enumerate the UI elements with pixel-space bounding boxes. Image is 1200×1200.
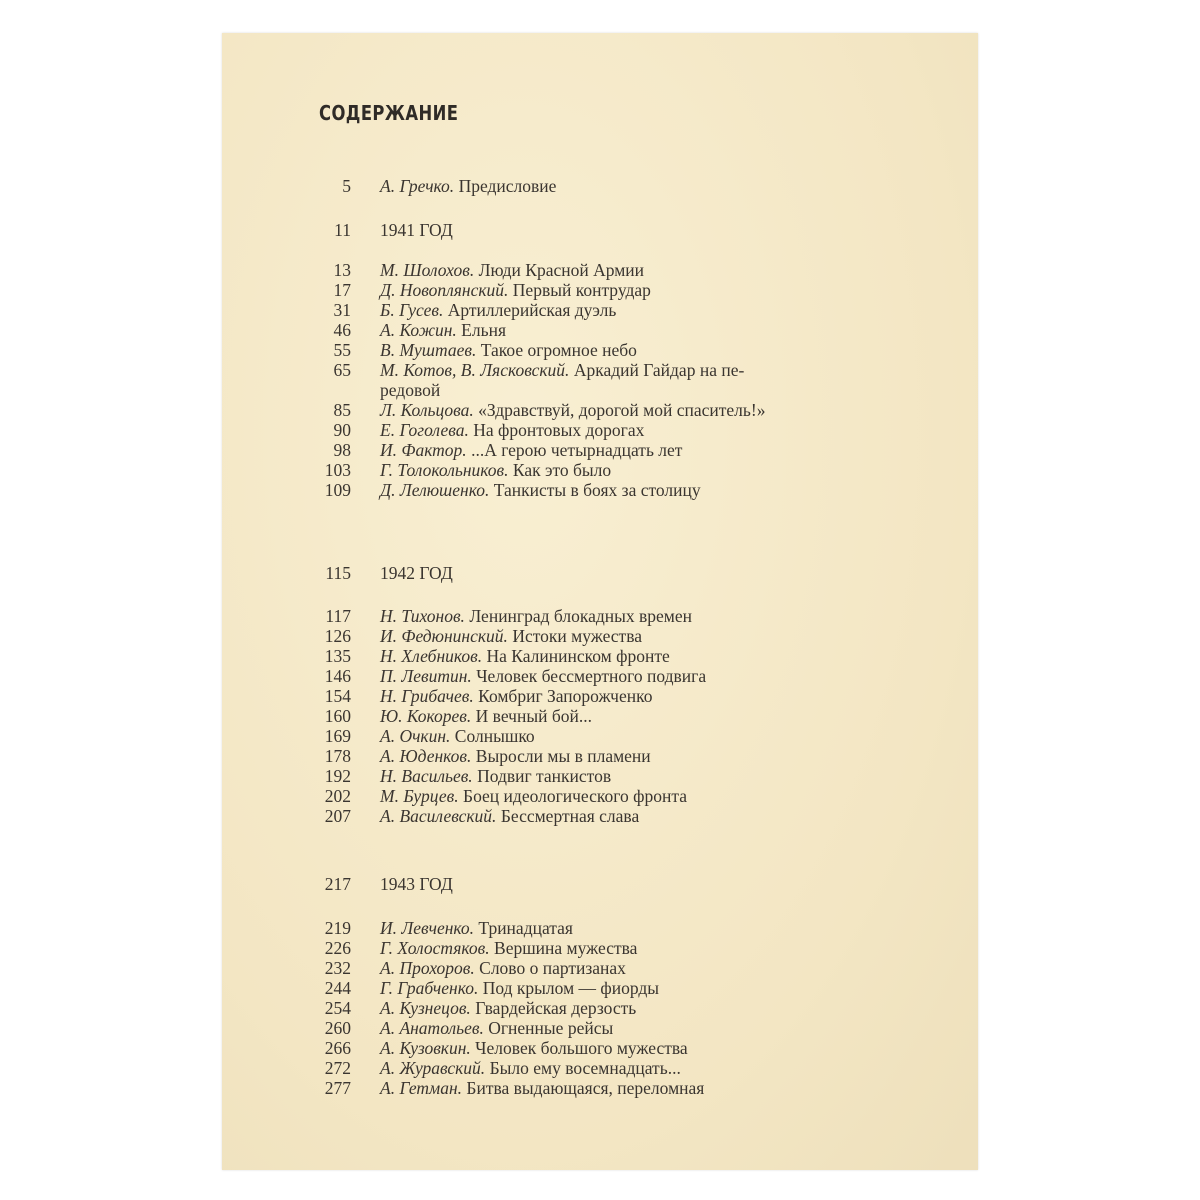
entry-text	[380, 340, 637, 360]
toc-entry	[222, 176, 978, 196]
toc-entry	[222, 646, 978, 666]
entry-title: Подвиг танкистов	[477, 766, 612, 786]
entry-author: А. Очкин.	[380, 726, 451, 746]
entry-text	[380, 260, 644, 280]
page-number: 217	[324, 874, 351, 894]
entry-title: Огненные рейсы	[488, 1018, 614, 1038]
entry-author: Н. Хлебников.	[380, 646, 483, 666]
entry-text	[380, 978, 659, 998]
entry-text	[380, 300, 616, 320]
entry-text	[380, 1058, 681, 1078]
section-1943-heading	[222, 873, 978, 895]
section-heading-row	[222, 219, 978, 241]
page-number: 55	[333, 340, 351, 360]
entry-text	[380, 626, 642, 646]
entry-author: А. Анатольев.	[380, 1018, 484, 1038]
entry-author: Б. Гусев.	[380, 300, 444, 320]
toc-entry	[222, 766, 978, 786]
entry-title: И вечный бой...	[475, 706, 592, 726]
entry-text	[380, 806, 639, 826]
entry-text	[380, 280, 651, 300]
entry-title: Предисловие	[458, 176, 557, 196]
entry-title: Ельня	[461, 320, 506, 340]
page-number: 226	[324, 938, 351, 958]
entry-text	[380, 646, 670, 666]
toc-entry	[222, 420, 978, 440]
entry-author: П. Левитин.	[380, 666, 472, 686]
entry-author: А. Прохоров.	[380, 958, 475, 978]
entry-title: Такое огромное небо	[480, 340, 637, 360]
page-number: 219	[324, 918, 351, 938]
entry-title: Человек большого мужества	[475, 1038, 688, 1058]
entry-title: На Калининском фронте	[486, 646, 670, 666]
entry-author: А. Гречко.	[380, 176, 455, 196]
page-number: 135	[324, 646, 351, 666]
page-number: 11	[334, 220, 351, 240]
page-number: 154	[324, 686, 351, 706]
entry-author: Н. Грибачев.	[380, 686, 474, 706]
entry-title: Под крылом — фиорды	[482, 978, 660, 998]
entry-text	[380, 320, 506, 340]
toc-entry	[222, 1078, 978, 1098]
entry-author: А. Журавский.	[380, 1058, 486, 1078]
toc-entry	[222, 300, 978, 320]
toc-entry	[222, 806, 978, 826]
entry-title: Солнышко	[454, 726, 535, 746]
entry-title: Истоки мужества	[512, 626, 642, 646]
toc-entry	[222, 340, 978, 360]
section-heading: 1943 ГОД	[380, 874, 453, 894]
toc-entry	[222, 626, 978, 646]
page-number: 126	[324, 626, 351, 646]
entry-text	[380, 606, 692, 626]
entry-author: Н. Васильев.	[380, 766, 473, 786]
page-number: 90	[333, 420, 351, 440]
entry-author: А. Кузнецов.	[380, 998, 471, 1018]
toc-entry	[222, 666, 978, 686]
entry-title: Слово о партизанах	[479, 958, 626, 978]
entry-title: Артиллерийская дуэль	[447, 300, 617, 320]
page-number: 103	[324, 460, 351, 480]
entry-title: Тринадцатая	[478, 918, 573, 938]
section-1942-heading	[222, 562, 978, 584]
entry-text	[380, 176, 556, 196]
page-number: 266	[324, 1038, 351, 1058]
toc-entry	[222, 400, 978, 420]
section-heading-row	[222, 873, 978, 895]
entry-author: Д. Новоплянский.	[380, 280, 509, 300]
entry-text	[380, 480, 701, 500]
entry-title: Человек бессмертного подвига	[476, 666, 707, 686]
entry-title: Танкисты в боях за столицу	[493, 480, 701, 500]
entry-title: ...А герою четырнадцать лет	[471, 440, 683, 460]
page-number: 207	[324, 806, 351, 826]
entry-title: Гвардейская дерзость	[475, 998, 637, 1018]
page-number: 202	[324, 786, 351, 806]
section-heading: 1942 ГОД	[380, 563, 453, 583]
entry-text	[380, 360, 744, 380]
entry-text	[380, 958, 626, 978]
entry-title: Было ему восемнадцать...	[489, 1058, 681, 1078]
entry-title: Вершина мужества	[494, 938, 638, 958]
entry-title: Как это было	[512, 460, 612, 480]
entry-text	[380, 726, 535, 746]
page-number: 46	[333, 320, 351, 340]
entry-author: Е. Гоголева.	[380, 420, 469, 440]
toc-entry	[222, 958, 978, 978]
entry-text	[380, 706, 592, 726]
entry-author: М. Котов, В. Лясковский.	[380, 360, 570, 380]
entry-text	[380, 400, 765, 420]
toc-entry	[222, 998, 978, 1018]
entry-author: Г. Грабченко.	[380, 978, 479, 998]
entry-text	[380, 918, 573, 938]
toc-entry	[222, 918, 978, 938]
toc-entry	[222, 786, 978, 806]
page-number: 65	[333, 360, 351, 380]
page-number: 178	[324, 746, 351, 766]
page-number: 115	[325, 563, 351, 583]
section-1943-entries	[222, 918, 978, 1098]
entry-text	[380, 420, 644, 440]
entry-author: Л. Кольцова.	[380, 400, 474, 420]
page-number: 117	[325, 606, 351, 626]
entry-author: А. Юденков.	[380, 746, 472, 766]
page-number: 98	[333, 440, 351, 460]
entry-text	[380, 938, 637, 958]
toc-entry	[222, 938, 978, 958]
toc-entry	[222, 746, 978, 766]
entry-author: А. Василевский.	[380, 806, 497, 826]
entry-text	[380, 998, 636, 1018]
toc-entry	[222, 606, 978, 626]
entry-text	[380, 1018, 613, 1038]
entry-title: «Здравствуй, дорогой мой спаситель!»	[478, 400, 766, 420]
page-number: 272	[324, 1058, 351, 1078]
section-heading-row	[222, 562, 978, 584]
page-number: 169	[324, 726, 351, 746]
entry-author: Ю. Кокорев.	[380, 706, 472, 726]
section-1942-entries	[222, 606, 978, 826]
entry-author: Г. Холостяков.	[380, 938, 490, 958]
page-number: 13	[333, 260, 351, 280]
entry-author: А. Кожин.	[380, 320, 457, 340]
toc-entry	[222, 440, 978, 460]
page-number: 85	[333, 400, 351, 420]
entry-text	[380, 766, 611, 786]
entry-title: Первый контрудар	[512, 280, 651, 300]
page-number: 146	[324, 666, 351, 686]
entry-continuation: редовой	[380, 380, 441, 400]
contents-title: СОДЕРЖАНИЕ	[319, 101, 459, 125]
entry-title: Боец идеологического фронта	[463, 786, 687, 806]
book-page	[222, 33, 978, 1170]
toc-entry	[222, 706, 978, 726]
page-number: 160	[324, 706, 351, 726]
page-number: 17	[333, 280, 351, 300]
entry-title: Комбриг Запорожченко	[478, 686, 653, 706]
toc-entry	[222, 1058, 978, 1078]
section-heading: 1941 ГОД	[380, 220, 453, 240]
entry-text	[380, 460, 611, 480]
entry-author: Д. Лелюшенко.	[380, 480, 490, 500]
entry-author: М. Бурцев.	[380, 786, 459, 806]
entry-author: Г. Толокольников.	[380, 460, 509, 480]
toc-entry	[222, 686, 978, 706]
entry-text	[380, 1078, 704, 1098]
page-number: 277	[324, 1078, 351, 1098]
entry-title: Выросли мы в пламени	[475, 746, 651, 766]
toc-entry	[222, 726, 978, 746]
entry-author: М. Шолохов.	[380, 260, 475, 280]
entry-text	[380, 1038, 688, 1058]
entry-author: А. Гетман.	[380, 1078, 463, 1098]
entry-text	[380, 440, 682, 460]
entry-title: Люди Красной Армии	[478, 260, 645, 280]
toc-entry	[222, 978, 978, 998]
entry-author: Н. Тихонов.	[380, 606, 465, 626]
entry-title: На фронтовых дорогах	[473, 420, 645, 440]
entry-author: А. Кузовкин.	[380, 1038, 471, 1058]
entry-title: Бессмертная слава	[500, 806, 640, 826]
page-number: 244	[324, 978, 351, 998]
entry-text	[380, 786, 687, 806]
entry-text	[380, 686, 652, 706]
entry-author: И. Левченко.	[380, 918, 475, 938]
page-number: 109	[324, 480, 351, 500]
page-number: 232	[324, 958, 351, 978]
entry-title: Битва выдающаяся, переломная	[466, 1078, 705, 1098]
preface-section	[222, 176, 978, 196]
toc-entry	[222, 320, 978, 340]
page-number: 254	[324, 998, 351, 1018]
page-number: 192	[324, 766, 351, 786]
toc-entry	[222, 1038, 978, 1058]
entry-author: И. Федюнинский.	[380, 626, 508, 646]
entry-title: Ленинград блокадных времен	[469, 606, 692, 626]
section-1941-heading	[222, 219, 978, 241]
entry-author: И. Фактор.	[380, 440, 467, 460]
entry-title: Аркадий Гайдар на пе-	[573, 360, 745, 380]
toc-entry	[222, 480, 978, 500]
section-1941-entries	[222, 260, 978, 500]
toc-entry	[222, 360, 978, 380]
entry-author: В. Муштаев.	[380, 340, 477, 360]
toc-entry	[222, 260, 978, 280]
toc-entry	[222, 460, 978, 480]
page-number: 5	[342, 176, 351, 196]
entry-text	[380, 666, 706, 686]
page-number: 260	[324, 1018, 351, 1038]
toc-entry	[222, 1018, 978, 1038]
toc-entry	[222, 280, 978, 300]
entry-text	[380, 746, 651, 766]
page-number: 31	[333, 300, 351, 320]
